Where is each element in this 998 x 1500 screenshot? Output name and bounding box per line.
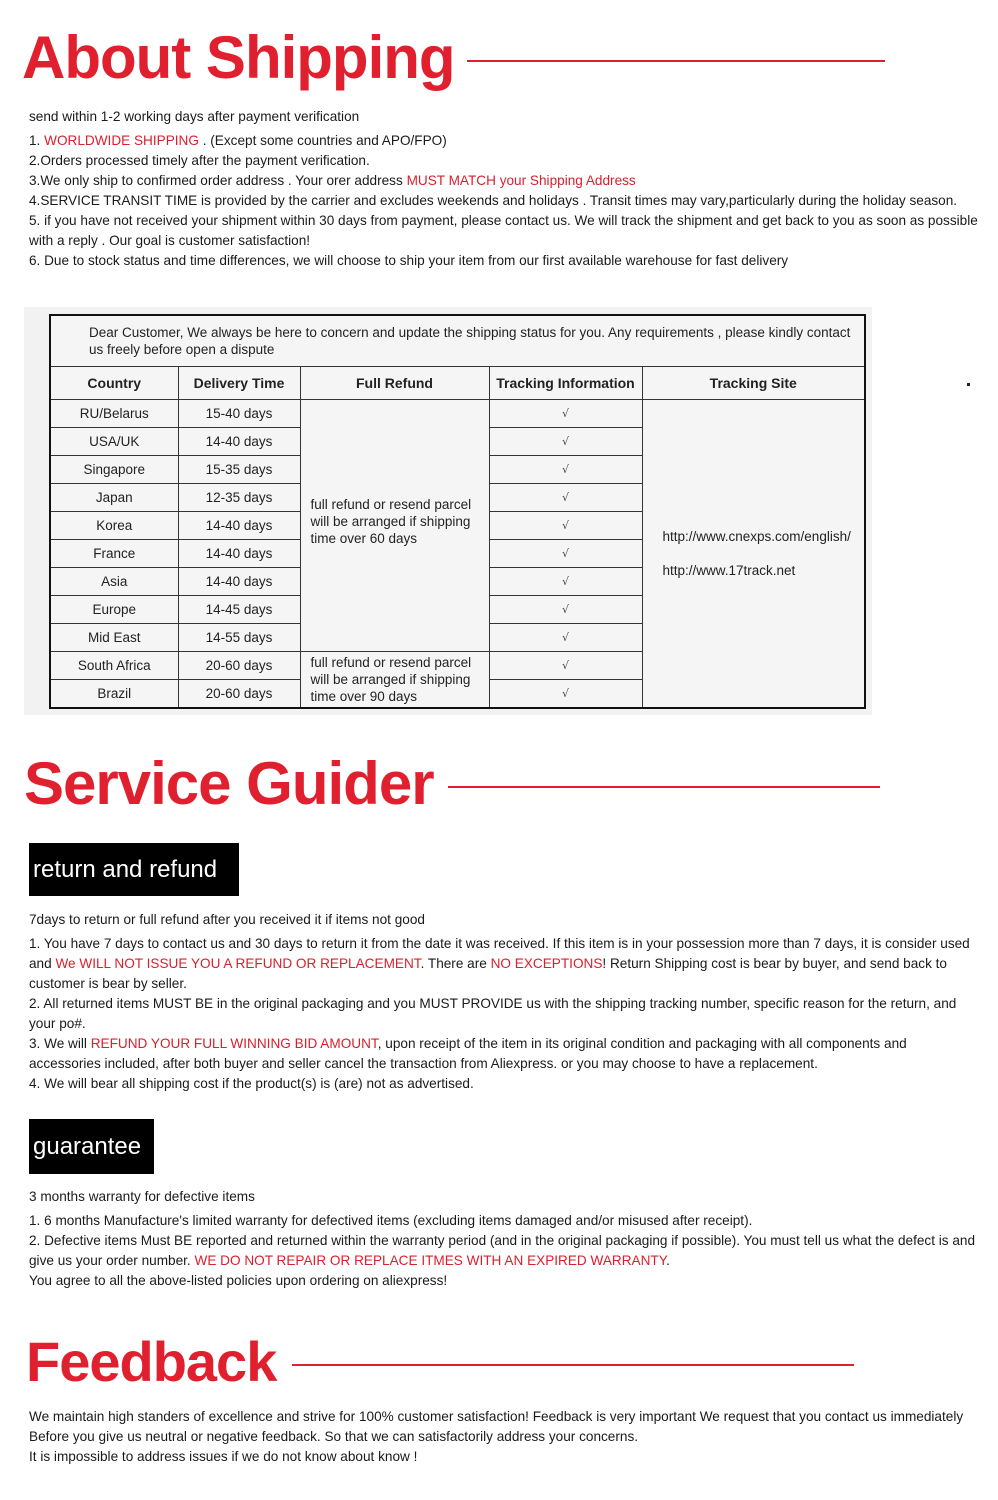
cell-tracking-check: √ bbox=[489, 456, 642, 484]
highlight: REFUND YOUR FULL WINNING BID AMOUNT bbox=[90, 1036, 378, 1051]
shipping-lead: send within 1-2 working days after payment verification bbox=[29, 109, 360, 124]
text: ! Return Shipping cost is bear by buyer, and send back to customer is bear by seller. bbox=[29, 956, 947, 991]
section-title: About Shipping bbox=[22, 24, 455, 91]
feedback-heading bbox=[26, 1330, 854, 1393]
shipping-item-3 bbox=[29, 171, 979, 191]
title-rule bbox=[292, 1364, 854, 1366]
cell-country: Europe bbox=[50, 596, 178, 624]
cell-tracking-check: √ bbox=[489, 652, 642, 680]
return-refund-label: return and refund bbox=[29, 843, 239, 896]
cell-country: Asia bbox=[50, 568, 178, 596]
cell-tracking-check: √ bbox=[489, 568, 642, 596]
feedback-paragraph: We maintain high standers of excellence and strive for 100% customer satisfaction! Feedback is very important We request that you contact us immediately Before you give us neutral or negative feedback. So that we can satisfactorily address your concerns. bbox=[29, 1409, 964, 1444]
feedback-note: It is impossible to address issues if we do not know about know ! bbox=[29, 1449, 418, 1464]
cell-tracking-check: √ bbox=[489, 484, 642, 512]
header-tracking-info: Tracking Information bbox=[489, 367, 642, 400]
return-item-3 bbox=[29, 1034, 979, 1074]
cell-tracking-check: √ bbox=[489, 596, 642, 624]
shipping-item-1 bbox=[29, 131, 979, 151]
service-guider-heading bbox=[24, 750, 880, 817]
shipping-item-6: 6. Due to stock status and time differences, we will choose to ship your item from our first available warehouse for fast delivery bbox=[29, 253, 789, 268]
cell-delivery-time: 15-35 days bbox=[178, 456, 300, 484]
return-item-4: 4. We will bear all shipping cost if the product(s) is (are) not as advertised. bbox=[29, 1076, 474, 1091]
shipping-item-4: 4.SERVICE TRANSIT TIME is provided by the carrier and excludes weekends and holidays . Transit times may vary,particularly during the holiday season. bbox=[29, 193, 958, 208]
return-lead: 7days to return or full refund after you received it if items not good bbox=[29, 912, 425, 927]
cell-country: Korea bbox=[50, 512, 178, 540]
text: , upon receipt of the item in its original condition and packaging with all components and accessories included, after both buyer and seller cancel the transaction from Aliexpress. or you may choose to have a replacement. bbox=[29, 1036, 907, 1071]
text: . There are bbox=[420, 956, 491, 971]
cell-tracking-sites bbox=[642, 400, 865, 709]
highlight: MUST MATCH your Shipping Address bbox=[406, 173, 636, 188]
cell-delivery-time: 12-35 days bbox=[178, 484, 300, 512]
shipping-item-5: 5. if you have not received your shipment within 30 days from payment, please contact us. We will track the shipment and get back to you as soon as possible with a reply . Our goal is customer satisfaction! bbox=[29, 213, 978, 248]
cell-country: Brazil bbox=[50, 680, 178, 709]
section-title: Feedback bbox=[26, 1330, 277, 1393]
cell-country: Japan bbox=[50, 484, 178, 512]
cell-full-refund: full refund or resend parcel will be arranged if shipping time over 90 days bbox=[300, 652, 489, 709]
guarantee-info bbox=[29, 1187, 979, 1291]
header-full-refund: Full Refund bbox=[300, 367, 489, 400]
cell-tracking-check: √ bbox=[489, 680, 642, 709]
guarantee-item-2 bbox=[29, 1231, 979, 1271]
highlight: We WILL NOT ISSUE YOU A REFUND OR REPLACEMENT bbox=[55, 956, 421, 971]
guarantee-label: guarantee bbox=[29, 1119, 154, 1174]
cell-country: South Africa bbox=[50, 652, 178, 680]
highlight: WORLDWIDE SHIPPING bbox=[44, 133, 199, 148]
text: 3. We will bbox=[29, 1036, 91, 1051]
table-header-row bbox=[50, 367, 865, 400]
tracking-site-link[interactable]: http://www.cnexps.com/english/ bbox=[662, 528, 851, 544]
stray-dot bbox=[967, 383, 970, 386]
title-rule bbox=[467, 60, 885, 62]
table-row bbox=[50, 400, 865, 428]
text: 2. Defective items Must BE reported and returned within the warranty period (and in the original packaging if possible). You must tell us what the defect is and give us your order number. bbox=[29, 1233, 976, 1268]
return-item-1 bbox=[29, 934, 979, 994]
cell-delivery-time: 15-40 days bbox=[178, 400, 300, 428]
table-notice-row bbox=[50, 315, 865, 367]
text: 3.We only ship to confirmed order address . Your orer address bbox=[29, 173, 407, 188]
cell-country: USA/UK bbox=[50, 428, 178, 456]
section-title: Service Guider bbox=[24, 750, 434, 817]
cell-delivery-time: 14-40 days bbox=[178, 512, 300, 540]
cell-delivery-time: 20-60 days bbox=[178, 680, 300, 709]
cell-country: Mid East bbox=[50, 624, 178, 652]
header-tracking-site: Tracking Site bbox=[642, 367, 865, 400]
text: . (Except some countries and APO/FPO) bbox=[198, 133, 447, 148]
cell-delivery-time: 14-55 days bbox=[178, 624, 300, 652]
tracking-site-link[interactable]: http://www.17track.net bbox=[662, 562, 796, 578]
shipping-info bbox=[29, 107, 979, 271]
highlight: WE DO NOT REPAIR OR REPLACE ITMES WITH AN EXPIRED WARRANTY bbox=[194, 1253, 667, 1268]
about-shipping-heading bbox=[22, 24, 885, 91]
cell-tracking-check: √ bbox=[489, 400, 642, 428]
cell-tracking-check: √ bbox=[489, 624, 642, 652]
cell-delivery-time: 14-40 days bbox=[178, 568, 300, 596]
shipping-table bbox=[49, 314, 866, 709]
cell-tracking-check: √ bbox=[489, 428, 642, 456]
shipping-item-2: 2.Orders processed timely after the payment verification. bbox=[29, 153, 370, 168]
cell-delivery-time: 14-40 days bbox=[178, 428, 300, 456]
cell-full-refund: full refund or resend parcel will be arranged if shipping time over 60 days bbox=[300, 400, 489, 652]
cell-country: RU/Belarus bbox=[50, 400, 178, 428]
return-item-2: 2. All returned items MUST BE in the original packaging and you MUST PROVIDE us with the shipping tracking number, specific reason for the return, and your po#. bbox=[29, 996, 957, 1031]
cell-delivery-time: 14-40 days bbox=[178, 540, 300, 568]
cell-delivery-time: 20-60 days bbox=[178, 652, 300, 680]
cell-country: France bbox=[50, 540, 178, 568]
text: 1. bbox=[29, 133, 45, 148]
highlight: NO EXCEPTIONS bbox=[490, 956, 603, 971]
cell-tracking-check: √ bbox=[489, 540, 642, 568]
cell-country: Singapore bbox=[50, 456, 178, 484]
cell-tracking-check: √ bbox=[489, 512, 642, 540]
guarantee-item-1: 1. 6 months Manufacture's limited warranty for defectived items (excluding items damaged and/or misused after receipt). bbox=[29, 1213, 753, 1228]
cell-delivery-time: 14-45 days bbox=[178, 596, 300, 624]
feedback-info bbox=[29, 1407, 979, 1467]
table-notice: Dear Customer, We always be here to concern and update the shipping status for you. Any requirements , please kindly contact us freely before open a dispute bbox=[50, 315, 865, 367]
guarantee-item-3: You agree to all the above-listed policies upon ordering on aliexpress! bbox=[29, 1273, 448, 1288]
guarantee-lead: 3 months warranty for defective items bbox=[29, 1189, 255, 1204]
return-refund-info bbox=[29, 910, 979, 1094]
text: 1. You have 7 days to contact us and 30 days to return it from the date it was received. If this item is in your possession more than 7 days, it is consider used and bbox=[29, 936, 970, 971]
header-country: Country bbox=[50, 367, 178, 400]
header-delivery-time: Delivery Time bbox=[178, 367, 300, 400]
title-rule bbox=[448, 786, 880, 788]
text: . bbox=[666, 1253, 670, 1268]
